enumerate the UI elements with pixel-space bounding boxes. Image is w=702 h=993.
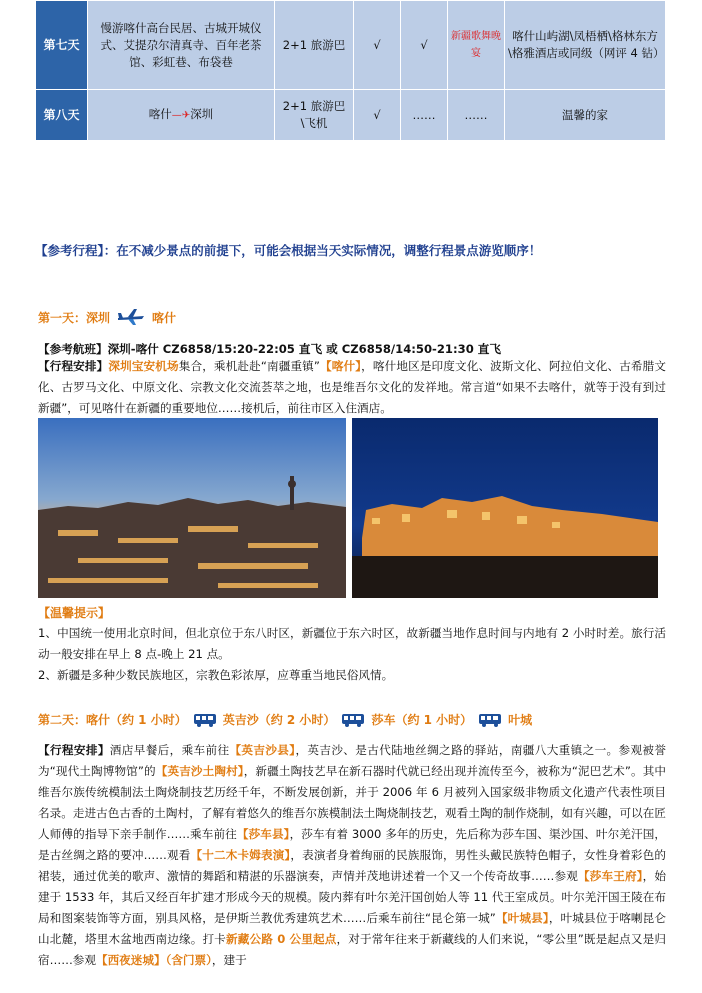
body-text: ，始建于 1533 年，其后又经百年扩建才形成今天的规模。陵内葬有叶尔羌汗国创始人等 11 代王室成员。叶尔羌汗国王陵在布局和图案装饰等方面，别具风格，是伊斯兰教优秀建筑艺术……后乘车前往“昆仑第一城” [38, 869, 666, 925]
day-cell: 第八天 [36, 90, 88, 141]
flight-text: 深圳-喀什 CZ6858/15:20-22:05 直飞 或 CZ6858/14:50-21:30 直飞 [107, 342, 501, 356]
body-text: ，叶城县位于喀喇昆仑山北麓，塔里木盆地西南边缘。打卡 [38, 911, 666, 946]
arrangement-label: 【行程安排】 [38, 743, 110, 757]
hotel-cell: 喀什山屿湖\凤梧栖\格林东方\格雅酒店或同级（网评 4 钻） [505, 1, 666, 90]
highlight-text: 【莎车县】 [236, 827, 290, 841]
tip-item: 2、新疆是多种少数民族地区，宗教色彩浓厚，应尊重当地民俗风情。 [38, 668, 394, 682]
itinerary-notice: 【参考行程】：在不减少景点的前提下，可能会根据当天实际情况，调整行程景点游览顺序！ [35, 243, 542, 258]
old-city-night-photo [352, 418, 658, 598]
body-text: 集合，乘机赴赴“南疆重镇” [178, 359, 320, 373]
day1-title-end: 喀什 [152, 310, 177, 325]
highlight-text: 深圳宝安机场 [108, 359, 179, 373]
route-cell: 慢游喀什高台民居、古城开城仪式、艾提尕尔清真寺、百年老茶馆、彩虹巷、布袋巷 [88, 1, 275, 90]
route-cell [88, 90, 275, 141]
day1-arrangement [38, 356, 666, 419]
kashgar-city-dusk-photo [38, 418, 346, 598]
day2-heading [38, 711, 532, 728]
route-from: 喀什 [148, 107, 172, 121]
body-text: ，对于常年往来于新藏线的人们来说，“零公里”既是起点又是归宿……参观 [38, 932, 667, 967]
body-text: ，表演者身着绚丽的民族服饰，男性头戴民族特色帽子，女性身着彩色的裙装，通过优美的歌声、激情的舞蹈和精湛的乐器演奏，声情并茂地讲述着一个又一个传奇故事……参观 [38, 848, 666, 883]
highlight-text: 【十二木卡姆表演】 [190, 848, 291, 862]
tip-item: 1、中国统一使用北京时间，但北京位于东八时区，新疆位于东六时区，故新疆当地作息时间与内地有 2 小时时差。旅行活动一般安排在早上 8 点-晚上 21 点。 [38, 626, 666, 661]
highlight-text: 【西夜迷城】（含门票） [95, 953, 212, 967]
highlight-text: 【英吉沙土陶村】 [155, 764, 244, 778]
day2-segment: 叶城 [508, 713, 533, 727]
flight-label: 【参考航班】 [38, 342, 108, 356]
bus-icon [341, 713, 365, 727]
bus-icon [193, 713, 217, 727]
body-text: ，建于 [211, 953, 247, 967]
day2-segment: 莎车（约 1 小时） [371, 713, 473, 727]
lunch-cell: √ [401, 1, 448, 90]
body-text: ，莎车有着 3000 多年的历史，先后称为莎车国、渠沙国、叶尔羌汗国，是古丝绸之路的要冲……观看 [38, 827, 666, 862]
table-row [36, 90, 666, 141]
breakfast-cell: √ [354, 1, 401, 90]
body-text: ，新疆土陶技艺早在新石器时代就已经出现并流传至今，被称为“泥巴艺术”。其中维吾尔族传统模制法土陶烧制技艺历经千年，不断发展创新，并于 2006 年 6 月被列入国家级非物质文化遗产代表性项目名录。走进古色古香的土陶村，了解有着悠久的维吾尔族模制法土陶烧制技艺，观看土陶的制作烧制，如有兴趣，可以在匠人师傅的指导下亲手制作……乘车前往 [38, 764, 667, 841]
day1-title-start: 第一天：深圳 [38, 310, 111, 325]
day2-segment: 英吉沙（约 2 小时） [222, 713, 336, 727]
dinner-cell: …… [448, 90, 505, 141]
breakfast-cell: √ [354, 90, 401, 141]
transport-cell: 2+1 旅游巴 [275, 1, 354, 90]
tips-title: 【温馨提示】 [38, 606, 111, 620]
airplane-icon [116, 308, 146, 326]
day-cell: 第七天 [36, 1, 88, 90]
table-row [36, 1, 666, 90]
itinerary-table [35, 0, 666, 141]
day1-heading [38, 308, 176, 326]
highlight-text: 【莎车王府】 [577, 869, 643, 883]
body-text: ，英吉沙、是古代陆地丝绸之路的驿站，南疆八大重镇之一。参观被誉为“现代土陶博物馆”的 [38, 743, 666, 778]
body-text: ，喀什地区是印度文化、波斯文化、阿拉伯文化、古希腊文化、古罗马文化、中原文化、宗教文化交流荟萃之地，也是维吾尔文化的发祥地。常言道“如果不去喀什，就等于没有到过新疆”，可见喀什在新疆的重要地位……接机后，前往市区入住酒店。 [38, 359, 666, 415]
day2-segment: 第二天：喀什（约 1 小时） [38, 713, 187, 727]
highlight-text: 【英吉沙县】 [229, 743, 296, 757]
dinner-cell: 新疆歌舞晚宴 [448, 1, 505, 90]
bus-icon [478, 713, 502, 727]
body-text: 酒店早餐后，乘车前往 [109, 743, 230, 757]
lunch-cell: …… [401, 90, 448, 141]
highlight-text: 【叶城县】 [495, 911, 549, 925]
plane-arrow-icon: —✈ [171, 110, 191, 121]
hotel-cell: 温馨的家 [505, 90, 666, 141]
route-to: 深圳 [190, 107, 214, 121]
day2-arrangement [38, 740, 666, 971]
highlight-text: 新藏公路 0 公里起点 [226, 932, 337, 946]
transport-cell: 2+1 旅游巴\飞机 [275, 90, 354, 141]
arrangement-label: 【行程安排】 [38, 359, 109, 373]
highlight-text: 【喀什】 [319, 359, 362, 373]
